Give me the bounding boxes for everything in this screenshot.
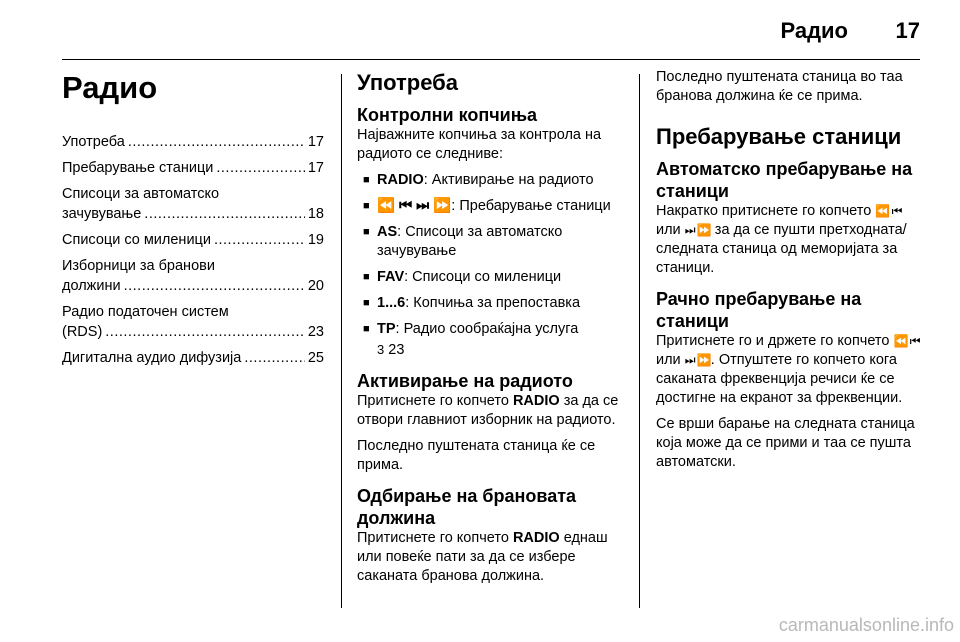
control-key: ⏪ ⏮ ⏭ ⏩ (377, 198, 452, 214)
controls-list (357, 171, 625, 339)
manual-search-paragraph: Притиснете го и држете го копчето ⏪ ⏮ или ⏭ ⏩. Отпуштете го копчето кога саканата фреквенција речиси ќе се достигне на екранот за фреквенции. (656, 333, 920, 406)
xref-arrow-icon: 3 (377, 342, 385, 357)
bullet-square-icon: ■ (363, 174, 370, 186)
control-description: : Пребарување станици (451, 198, 611, 214)
band-paragraph: Притиснете го копчето RADIO еднаш или повеќе пати за да се избере саканата бранова должина. (357, 530, 608, 584)
subsection-manual-search: Рачно пребарување на станици (656, 289, 862, 331)
toc-entry[interactable] (62, 302, 324, 342)
xref-line (363, 340, 625, 360)
control-key: TP (377, 321, 396, 337)
control-bullet (363, 294, 625, 313)
toc-entry-title: Радио податочен систем (62, 304, 229, 320)
toc-entry-title: Изборници за бранови (62, 258, 215, 274)
control-description: : Списоци со миленици (404, 269, 562, 285)
toc-list (62, 132, 324, 368)
activate-paragraph: Притиснете го копчето RADIO за да се отвори главниот изборник на радиото. (357, 393, 619, 428)
toc-leader-dots (144, 204, 305, 224)
section-title-search: Пребарување станици (656, 124, 902, 149)
toc-entry-title: Списоци за автоматско (62, 186, 220, 202)
toc-entry[interactable] (62, 158, 324, 178)
control-key: RADIO (377, 172, 424, 188)
column-divider-right (639, 74, 640, 608)
header-rule (62, 59, 920, 60)
running-header-title: Радио (780, 18, 848, 43)
page-number: 17 (895, 18, 920, 43)
subsection-auto-search: Автоматско пребарување на станици (656, 159, 913, 201)
control-bullet (363, 223, 625, 261)
toc-entry-title: Пребарување станици (62, 160, 214, 176)
section-title-usage: Употреба (357, 70, 459, 95)
toc-entry[interactable] (62, 348, 324, 368)
continued-paragraph: Последно пуштената станица во таа бранова должина ќе се прима. (656, 69, 903, 104)
xref-page[interactable]: 23 (388, 342, 405, 358)
toc-leader-dots (105, 322, 305, 342)
controls-intro: Најважните копчиња за контрола на радиото се следниве: (357, 127, 602, 162)
seek-forward-icon: ⏭ ⏩ (684, 353, 711, 367)
search-column (656, 70, 924, 479)
subsection-band: Одбирање на брановата должина (357, 486, 577, 528)
toc-entry-page: 25 (307, 350, 324, 366)
toc-entry-title: должини (62, 278, 121, 294)
control-description: : Списоци за автоматско зачувување (377, 224, 563, 259)
toc-entry-page: 19 (307, 232, 324, 248)
seek-back-icon: ⏪ ⏮ (875, 204, 902, 218)
toc-entry[interactable] (62, 132, 324, 152)
toc-entry-title: Употреба (62, 134, 125, 150)
toc-entry-page: 23 (307, 324, 324, 340)
column-divider-left (341, 74, 342, 608)
seek-forward-icon: ⏭ ⏩ (684, 223, 711, 237)
subsection-activate: Активирање на радиото (357, 371, 573, 391)
bullet-square-icon: ■ (363, 226, 370, 238)
subsection-controls: Контролни копчиња (357, 105, 538, 125)
control-bullet (363, 320, 625, 339)
control-description: : Радио сообраќајна услуга (395, 321, 579, 337)
toc-entry-title: Дигитална аудио дифузија (62, 350, 242, 366)
bullet-square-icon: ■ (363, 297, 370, 309)
bullet-square-icon: ■ (363, 271, 370, 283)
toc-entry-title: зачувување (62, 206, 142, 222)
toc-leader-dots (124, 276, 305, 296)
control-key: AS (377, 224, 398, 240)
toc-leader-dots (128, 132, 305, 152)
toc-entry[interactable] (62, 256, 324, 296)
toc-entry-title: Списоци со миленици (62, 232, 211, 248)
toc-entry-page: 20 (307, 278, 324, 294)
control-description: : Копчиња за препоставка (405, 295, 581, 311)
bullet-square-icon: ■ (363, 323, 370, 335)
toc-entry[interactable] (62, 184, 324, 224)
usage-column (357, 70, 625, 593)
control-bullet (363, 268, 625, 287)
bullet-square-icon: ■ (363, 200, 370, 212)
control-bullet (363, 171, 625, 190)
toc-leader-dots (216, 158, 305, 178)
watermark: carmanualsonline.info (778, 615, 954, 635)
toc-entry-page: 18 (307, 206, 324, 222)
seek-back-icon: ⏪ ⏮ (893, 334, 920, 348)
toc-entry-title: (RDS) (62, 324, 103, 340)
toc-entry-page: 17 (307, 134, 324, 150)
toc-column (62, 70, 324, 374)
control-key: 1...6 (377, 295, 406, 311)
control-description: : Активирање на радиото (423, 172, 594, 188)
manual-search-paragraph-2: Се врши барање на следната станица која може да се прими и таа се пушта автоматски. (656, 416, 915, 470)
control-bullet (363, 197, 625, 216)
toc-entry-page: 17 (307, 160, 324, 176)
control-key: FAV (377, 269, 405, 285)
toc-entry[interactable] (62, 230, 324, 250)
chapter-title: Радио (62, 70, 158, 105)
activate-paragraph-2: Последно пуштената станица ќе се прима. (357, 438, 596, 473)
auto-search-paragraph: Накратко притиснете го копчето ⏪ ⏮ или ⏭ ⏩ за да се пушти претходната/следната станица од меморијата за станици. (656, 203, 907, 276)
toc-leader-dots (214, 230, 305, 250)
toc-leader-dots (244, 348, 305, 368)
